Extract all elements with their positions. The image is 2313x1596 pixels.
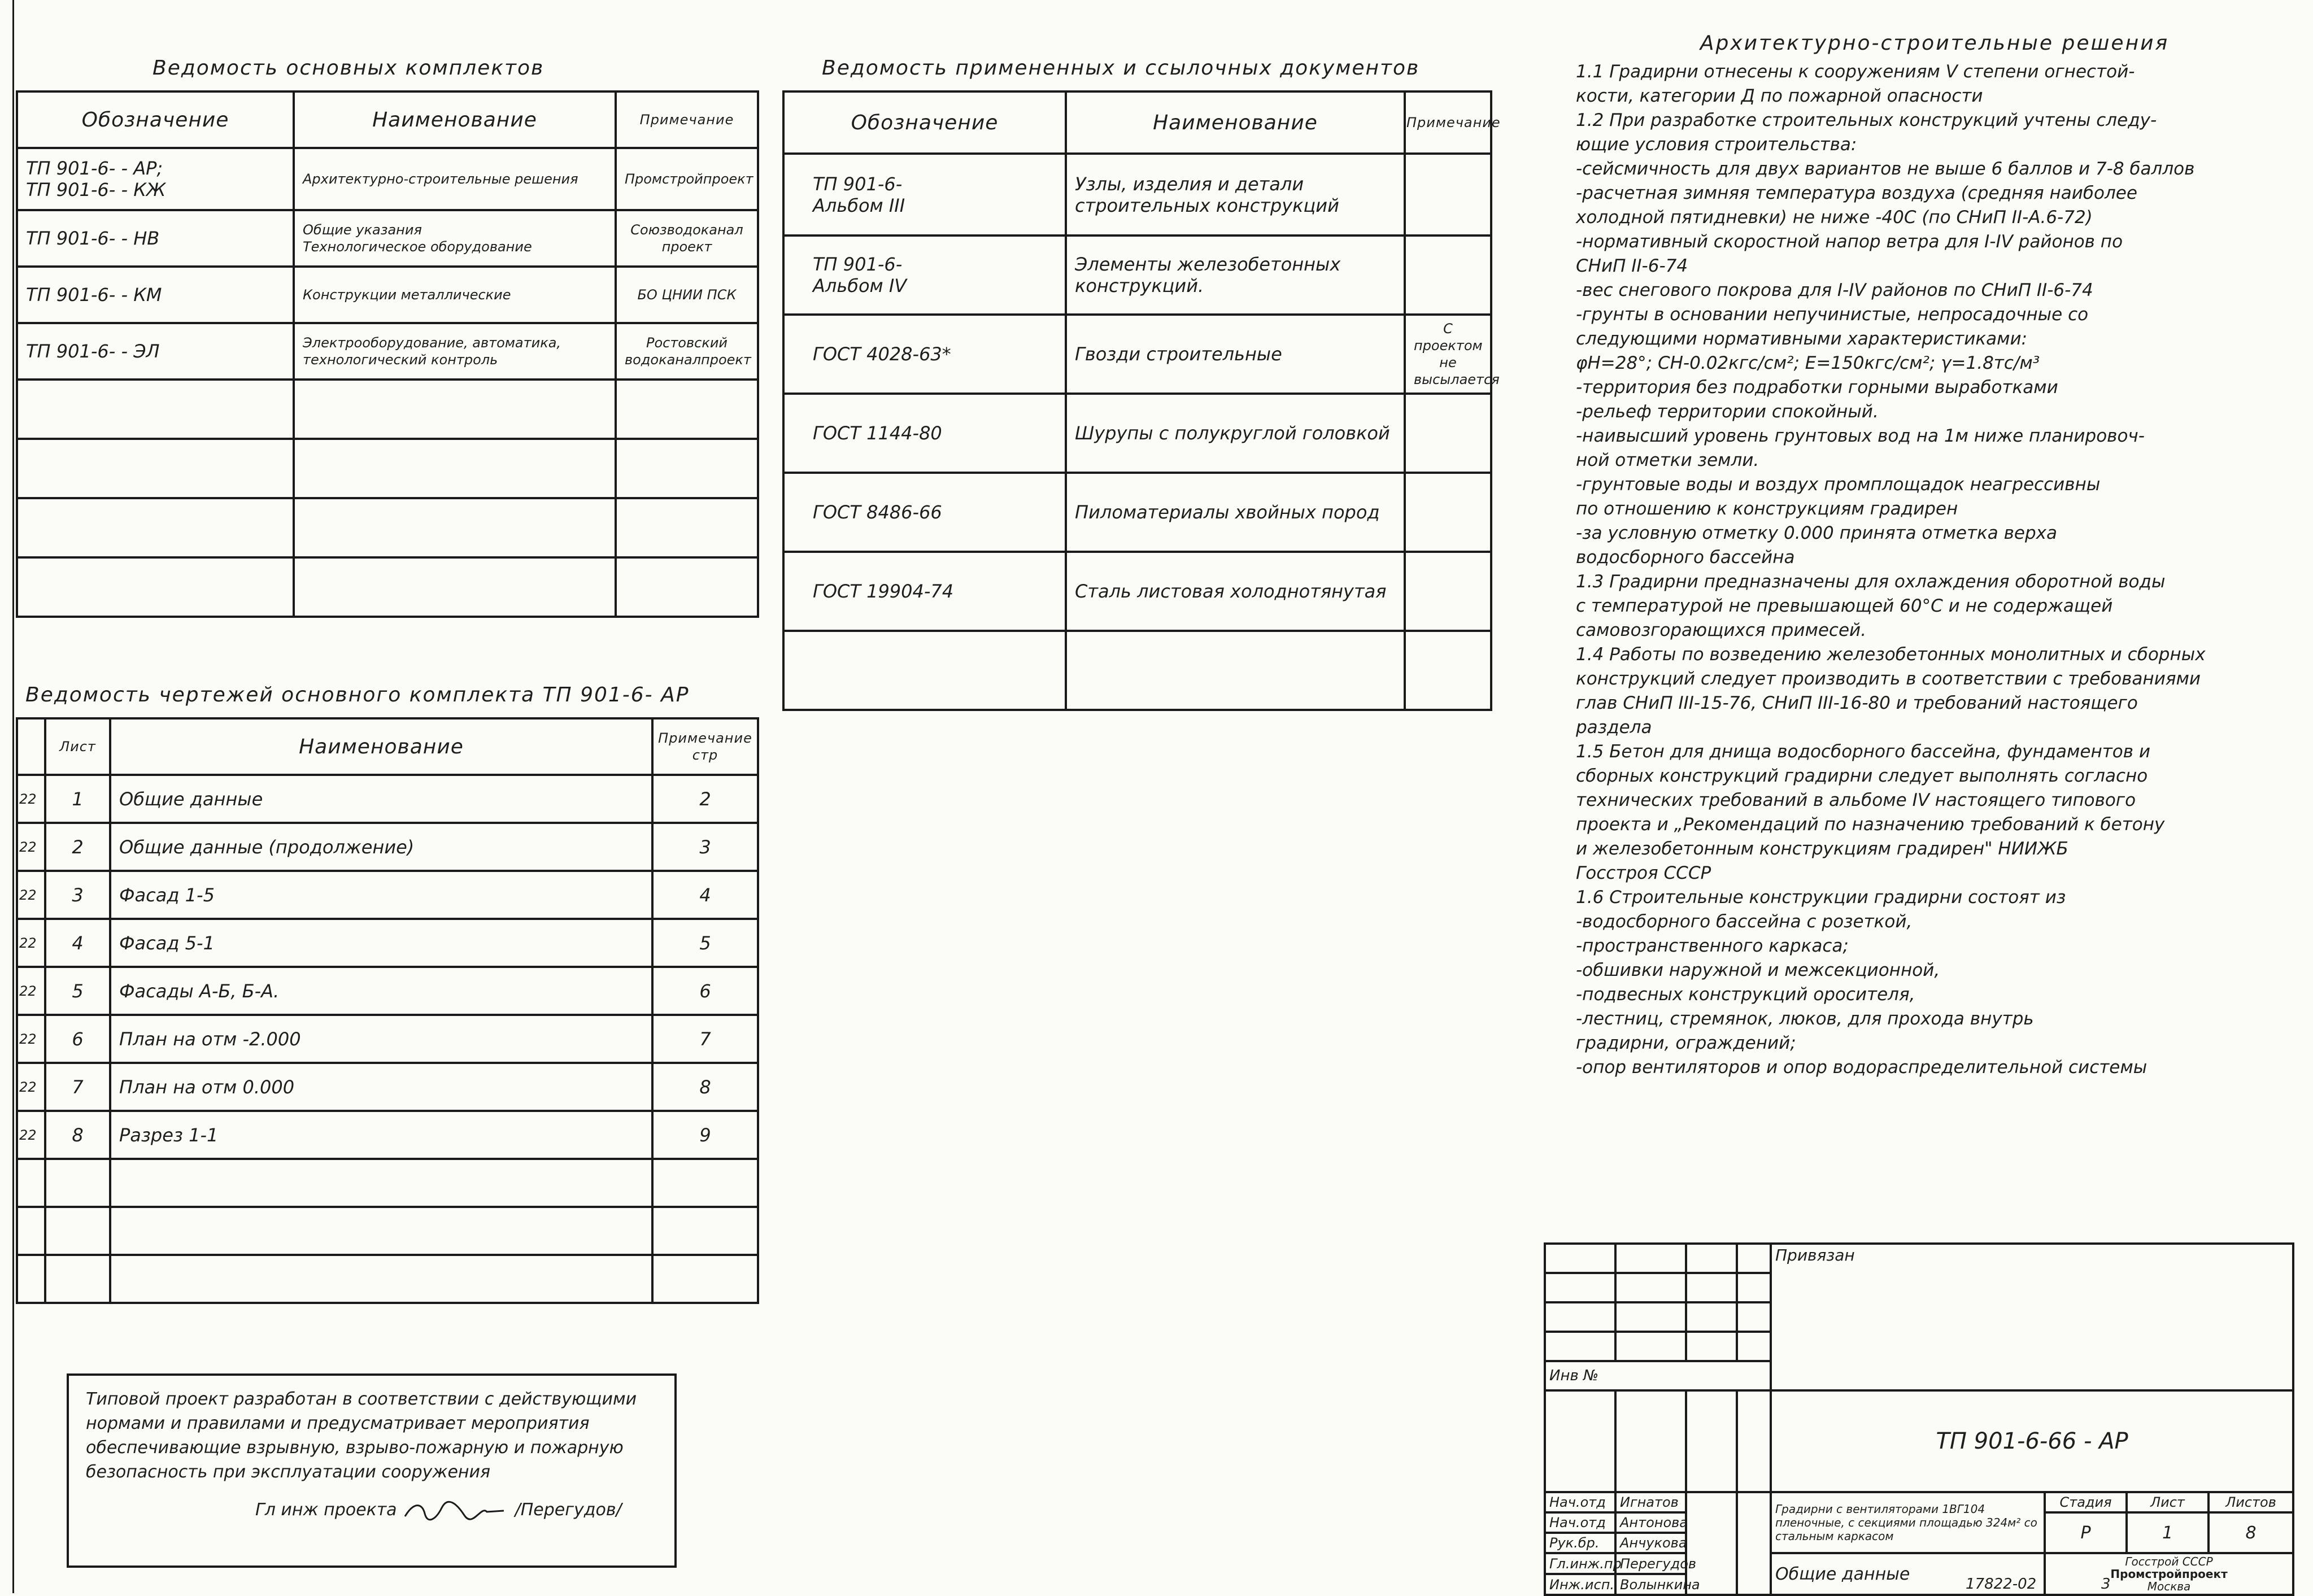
drawing-name: Разрез 1-1: [110, 1111, 652, 1159]
signature-image: [402, 1499, 509, 1522]
drawings-header-sheet: Лист: [45, 718, 110, 775]
note-line: -грунтовые воды и воздух промплощадок неагрессивны: [1576, 474, 2101, 495]
ref-docs-header-code: Обозначение: [783, 91, 1066, 154]
archive-number: 17822-02: [1966, 1576, 2037, 1593]
note-line: самовозгорающихся примесей.: [1576, 620, 1867, 640]
set-note: БО ЦНИИ ПСК: [616, 267, 758, 323]
drawing-name: План на отм 0.000: [110, 1063, 652, 1111]
ref-note: [1405, 236, 1491, 315]
drawings-header-name: Наименование: [110, 718, 652, 775]
note-line: -нормативный скоростной напор ветра для I-IV районов по: [1576, 232, 2123, 252]
frame-left: [12, 0, 14, 1593]
note-line: -вес снегового покрова для I-IV районов по СНиП II-6-74: [1576, 280, 2093, 300]
drawing-sheet: 1: [45, 775, 110, 823]
set-note: Промстройпроект: [616, 148, 758, 210]
ref-code: ГОСТ 4028-63*: [783, 315, 1066, 394]
note-line: -за условную отметку 0.000 принята отметка верха: [1576, 523, 2057, 543]
note-line: φH=28°; CH-0.02кгс/см²; E=150кгс/см²; γ=1.8тс/м³: [1576, 353, 2040, 373]
note-line: технических требований в альбоме IV настоящего типового: [1576, 790, 2136, 810]
table-row: [783, 552, 1491, 631]
table-row: [17, 267, 758, 323]
note-line: водосборного бассейна: [1576, 547, 1795, 568]
drawings-header-note: Примечание стр: [652, 718, 758, 775]
sheet-header: Лист: [2127, 1492, 2209, 1512]
ref-docs-header-name: Наименование: [1066, 91, 1405, 154]
note-line: и железобетонным конструкциям градирен" НИИЖБ: [1576, 839, 2068, 859]
set-code: ТП 901-6- - НВ: [17, 210, 294, 267]
inv-label: Инв №: [1545, 1361, 1771, 1390]
note-line: кости, категории Д по пожарной опасности: [1576, 86, 1983, 106]
table-row: [783, 315, 1491, 394]
drawing-name: Фасад 5-1: [110, 919, 652, 967]
table-row: 22 6 План на отм -2.000 7: [17, 1015, 758, 1063]
ref-code: ТП 901-6- Альбом III: [783, 154, 1066, 236]
note-line: конструкций следует производить в соответствии с требованиями: [1576, 669, 2201, 689]
ref-code: ГОСТ 8486-66: [783, 473, 1066, 552]
table-row: [783, 236, 1491, 315]
table-row: 22 2 Общие данные (продолжение) 3: [17, 823, 758, 871]
sheet-title: Общие данные: [1771, 1553, 2045, 1595]
compliance-statement: [67, 1373, 677, 1568]
set-code: ТП 901-6- - АР; ТП 901-6- - КЖ: [17, 148, 294, 210]
drawing-page: 8: [652, 1063, 758, 1111]
table-row: [17, 323, 758, 380]
basic-sets-header-note: Примечание: [616, 91, 758, 148]
title-block: Привязан Инв № ТП 901-6-66 - АР Нач.отд Игнатов Градирни с вентиляторами 1ВГ104 пленочные, с секциями площадью 324м² со стальным каркасом Стадия Лист Листов Нач.отд Антонова Р 1 8 Рук.бр. Анчукова Гл.инж.пр Перегудов Общие данные Госстрой СССР Промстройпроект Москва Инж.исп. Волынкина: [1544, 1242, 2294, 1596]
note-line: 1.5 Бетон для днища водосборного бассейна, фундаментов и: [1576, 742, 2151, 762]
drawing-name: План на отм -2.000: [110, 1015, 652, 1063]
basic-sets-header-code: Обозначение: [17, 91, 294, 148]
ref-docs-title: Ведомость примененных и ссылочных документов: [822, 56, 1420, 80]
ref-name: Пиломатериалы хвойных пород: [1066, 473, 1405, 552]
ref-code: ГОСТ 1144-80: [783, 394, 1066, 473]
note-line: ной отметки земли.: [1576, 450, 1759, 470]
set-code: ТП 901-6- - КМ: [17, 267, 294, 323]
note-line: Госстроя СССР: [1576, 863, 1711, 883]
note-line: сборных конструкций градирни следует выполнять согласно: [1576, 766, 2148, 786]
note-line: следующими нормативными характеристиками:: [1576, 329, 2028, 349]
ref-name: Узлы, изделия и детали строительных конструкций: [1066, 154, 1405, 236]
note-line: СНиП II-6-74: [1576, 256, 1688, 276]
note-line: -лестниц, стремянок, люков, для прохода внутрь: [1576, 1009, 2034, 1029]
note-line: -сейсмичность для двух вариантов не выше 6 баллов и 7-8 баллов: [1576, 159, 2195, 179]
table-row: [783, 154, 1491, 236]
table-row: 22 1 Общие данные 2: [17, 775, 758, 823]
note-line: -расчетная зимняя температура воздуха (средняя наиболее: [1576, 183, 2137, 203]
table-row: 22 4 Фасад 5-1 5: [17, 919, 758, 967]
note-line: -наивысший уровень грунтовых вод на 1м ниже планировоч-: [1576, 426, 2145, 446]
note-line: по отношению к конструкциям градирен: [1576, 499, 1958, 519]
drawing-page: 9: [652, 1111, 758, 1159]
note-line: -подвесных конструкций оросителя,: [1576, 984, 1915, 1005]
stage-value: Р: [2045, 1512, 2127, 1553]
note-line: -водосборного бассейна с розеткой,: [1576, 912, 1913, 932]
note-line: градирни, ограждений;: [1576, 1033, 1796, 1053]
note-line: 1.3 Градирни предназначены для охлаждения оборотной воды: [1576, 572, 2166, 592]
sheets-value: 8: [2209, 1512, 2293, 1553]
sheets-header: Листов: [2209, 1492, 2293, 1512]
table-row: [17, 148, 758, 210]
project-description: Градирни с вентиляторами 1ВГ104 пленочные, с секциями площадью 324м² со стальным каркасом: [1771, 1492, 2045, 1553]
ref-docs-header-note: Примечание: [1405, 91, 1491, 154]
drawing-sheet: 8: [45, 1111, 110, 1159]
note-line: -грунты в основании непучинистые, непросадочные со: [1576, 304, 2089, 325]
ref-note: [1405, 394, 1491, 473]
table-row: [17, 210, 758, 267]
ref-note: [1405, 552, 1491, 631]
drawing-sheet: 7: [45, 1063, 110, 1111]
note-line: 1.6 Строительные конструкции градирни состоят из: [1576, 887, 2066, 908]
set-code: ТП 901-6- - ЭЛ: [17, 323, 294, 380]
note-line: холодной пятидневки) не ниже -40С (по СНиП II-А.6-72): [1576, 207, 2093, 228]
table-row: 22 3 Фасад 1-5 4: [17, 871, 758, 919]
drawing-name: Общие данные (продолжение): [110, 823, 652, 871]
construction-notes: [1576, 31, 2293, 1080]
note-line: 1.4 Работы по возведению железобетонных монолитных и сборных: [1576, 644, 2206, 665]
signer-name: /Перегудов/: [515, 1500, 622, 1520]
note-line: -территория без подработки горными выработками: [1576, 377, 2058, 398]
sheet-value: 1: [2127, 1512, 2209, 1553]
note-line: -рельеф территории спокойный.: [1576, 402, 1879, 422]
statement-text: Типовой проект разработан в соответствии с действующими нормами и правилами и предусматривает мероприятия обеспечивающие взрывную, взрыво-пожарную и пожарную безопасность при эксплуатации сооружения: [86, 1389, 637, 1482]
note-line: проекта и „Рекомендаций по назначению требований к бетону: [1576, 814, 2165, 835]
ref-name: Элементы железобетонных конструкций.: [1066, 236, 1405, 315]
note-line: -опор вентиляторов и опор водораспределительной системы: [1576, 1057, 2148, 1078]
set-name: Электрооборудование, автоматика, технологический контроль: [294, 323, 616, 380]
drawing-sheet: 6: [45, 1015, 110, 1063]
set-note: Союзводоканал проект: [616, 210, 758, 267]
ref-name: Гвозди строительные: [1066, 315, 1405, 394]
organization: Госстрой СССР Промстройпроект Москва: [2045, 1553, 2293, 1595]
table-row: [783, 473, 1491, 552]
table-row: 22 5 Фасады А-Б, Б-А. 6: [17, 967, 758, 1015]
table-row: 22 7 План на отм 0.000 8: [17, 1063, 758, 1111]
set-note: Ростовский водоканалпроект: [616, 323, 758, 380]
drawings-title: Ведомость чертежей основного комплекта ТП 901-6- АР: [25, 683, 690, 707]
note-line: раздела: [1576, 717, 1652, 738]
set-name: Общие указания Технологическое оборудование: [294, 210, 616, 267]
note-line: 1.1 Градирни отнесены к сооружениям V степени огнестой-: [1576, 62, 2135, 82]
drawing-page: 2: [652, 775, 758, 823]
archive-page: 3: [2101, 1576, 2111, 1593]
basic-sets-table: [16, 90, 759, 618]
table-row: 22 8 Разрез 1-1 9: [17, 1111, 758, 1159]
set-name: Архитектурно-строительные решения: [294, 148, 616, 210]
ref-docs-table: [782, 90, 1501, 711]
drawing-sheet: 2: [45, 823, 110, 871]
ref-note: [1405, 154, 1491, 236]
drawing-name: Фасад 1-5: [110, 871, 652, 919]
drawing-sheet: 4: [45, 919, 110, 967]
drawing-page: 7: [652, 1015, 758, 1063]
drawing-name: Фасады А-Б, Б-А.: [110, 967, 652, 1015]
set-name: Конструкции металлические: [294, 267, 616, 323]
ref-name: Сталь листовая холоднотянутая: [1066, 552, 1405, 631]
note-line: -обшивки наружной и межсекционной,: [1576, 960, 1940, 980]
privyazan-label: Привязан: [1771, 1244, 2293, 1390]
drawing-page: 6: [652, 967, 758, 1015]
drawing-page: 5: [652, 919, 758, 967]
notes-heading: Архитектурно-строительные решения: [1700, 32, 2170, 55]
drawing-name: Общие данные: [110, 775, 652, 823]
drawing-page: 4: [652, 871, 758, 919]
signer-label: Гл инж проекта: [255, 1500, 397, 1520]
note-line: с температурой не превышающей 60°С и не содержащей: [1576, 596, 2113, 616]
stage-header: Стадия: [2045, 1492, 2127, 1512]
ref-note: [1405, 473, 1491, 552]
basic-sets-title: Ведомость основных комплектов: [153, 56, 545, 80]
drawing-sheet: 5: [45, 967, 110, 1015]
drawing-page: 3: [652, 823, 758, 871]
ref-code: ТП 901-6- Альбом IV: [783, 236, 1066, 315]
document-code: ТП 901-6-66 - АР: [1771, 1390, 2293, 1492]
ref-code: ГОСТ 19904-74: [783, 552, 1066, 631]
note-line: 1.2 При разработке строительных конструкций учтены следу-: [1576, 110, 2157, 130]
note-line: ющие условия строительства:: [1576, 134, 1857, 155]
drawings-table: [16, 717, 759, 1304]
note-line: глав СНиП III-15-76, СНиП III-16-80 и требований настоящего: [1576, 693, 2138, 713]
table-row: [783, 394, 1491, 473]
note-line: -пространственного каркаса;: [1576, 936, 1849, 956]
ref-note: С проектом не высылается: [1405, 315, 1491, 394]
drawing-sheet: 3: [45, 871, 110, 919]
ref-name: Шурупы с полукруглой головкой: [1066, 394, 1405, 473]
basic-sets-header-name: Наименование: [294, 91, 616, 148]
